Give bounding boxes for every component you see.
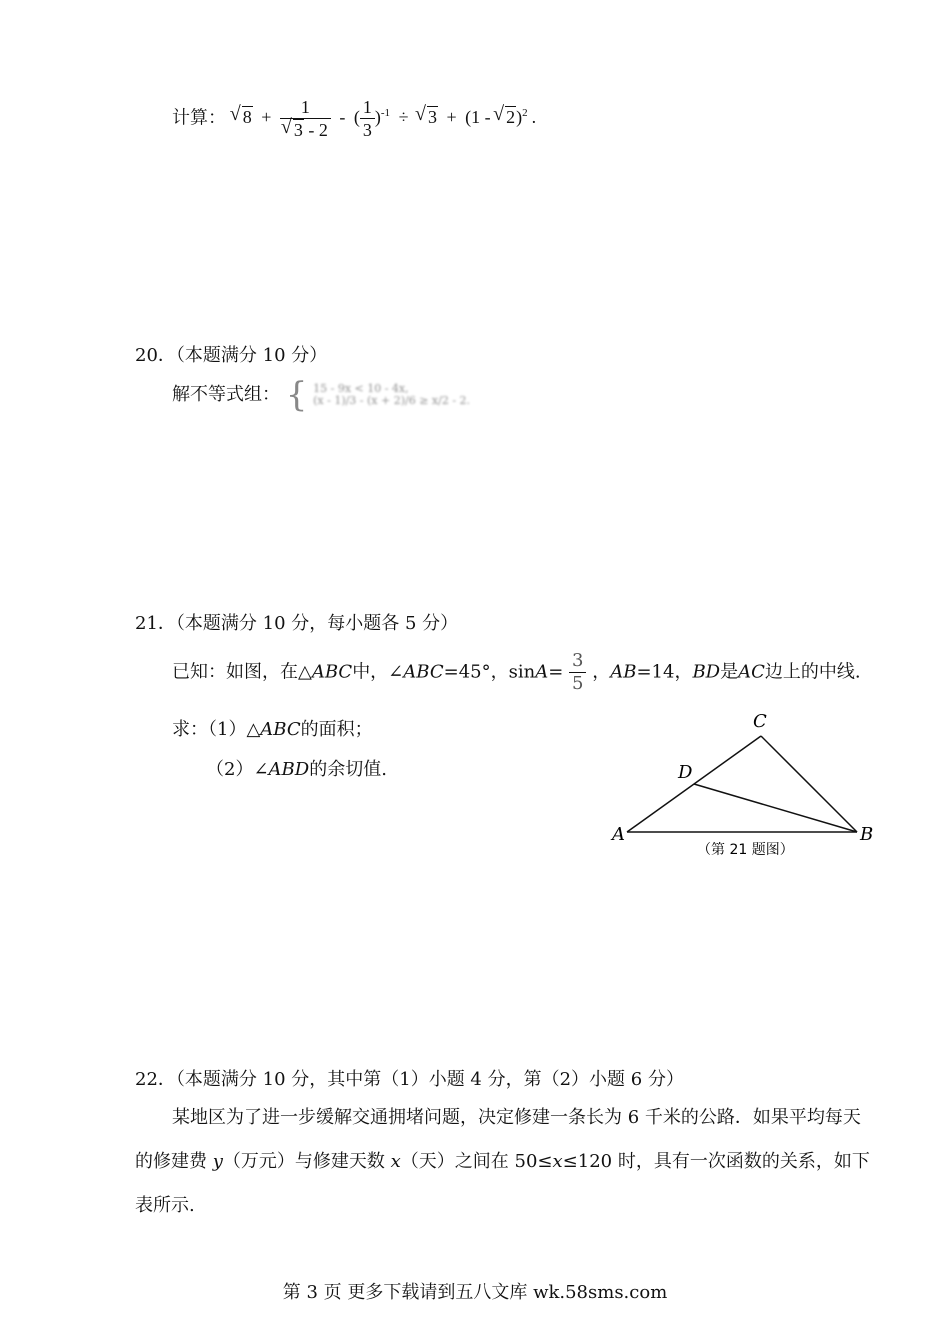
q21-ask-2: （2）∠ABD的余切值.: [206, 759, 387, 780]
page-footer: 第 3 页 更多下载请到五八文库 wk.58sms.com: [282, 1282, 668, 1303]
q19-expression: √ 8 + 1 √ 3 - 2 - ( $\frac{1}{3}$ )$^{-1}$ ÷ √ 3 + (1 - √ 2)$^2$ .: [232, 107, 536, 127]
system-brace: {: [285, 375, 308, 415]
q19-line: [172, 96, 536, 140]
q20-body: [172, 375, 471, 415]
q19-label: 计算：: [172, 107, 226, 129]
inequality-system: 15 - 9x < 10 - 4x, (x - 1)/3 - (x + 2)/6 ≥ x/2 - 2.: [313, 382, 471, 407]
q22-line-2: 的修建费 y（万元）与修建天数 x（天）之间在 50≤x≤120 时，具有一次函数的关系，如下: [135, 1151, 870, 1172]
q21-ask-1: 求：（1）△ABC的面积；: [172, 719, 373, 740]
q22-heading: 22．（本题满分 10 分，其中第（1）小题 4 分，第（2）小题 6 分）: [135, 1069, 684, 1090]
vertex-label-b: B: [860, 824, 874, 845]
q20-heading: 20．（本题满分 10 分）: [135, 345, 328, 366]
q22-line-1: 某地区为了进一步缓解交通拥堵问题，决定修建一条长为 6 千米的公路．如果平均每天: [172, 1107, 861, 1128]
fraction-one-third: $\frac{1}{3}$: [360, 96, 375, 141]
vertex-label-a: A: [612, 824, 625, 845]
q22-line-3: 表所示.: [135, 1195, 195, 1216]
sqrt-3: √ 3: [417, 104, 438, 130]
q21-given: 已知：如图，在△ABC中，∠ABC=45°，sinA= $\frac{3}{5}$ ，AB=14，BD是AC边上的中线.: [172, 650, 861, 694]
vertex-label-c: C: [753, 711, 767, 732]
sin-fraction: $\frac{3}{5}$: [569, 650, 586, 695]
figure-caption: （第 21 题图）: [697, 842, 794, 858]
vertex-label-d: D: [678, 762, 693, 783]
fraction-1-over-sqrt3-minus-2: 1 √ 3 - 2: [280, 96, 331, 141]
q20-label: 解不等式组：: [172, 384, 280, 405]
sqrt-8: √ 8: [232, 104, 253, 130]
sqrt-2: √ 2: [495, 104, 516, 130]
triangle-figure: [605, 705, 895, 865]
q21-heading: 21．（本题满分 10 分，每小题各 5 分）: [135, 613, 459, 634]
